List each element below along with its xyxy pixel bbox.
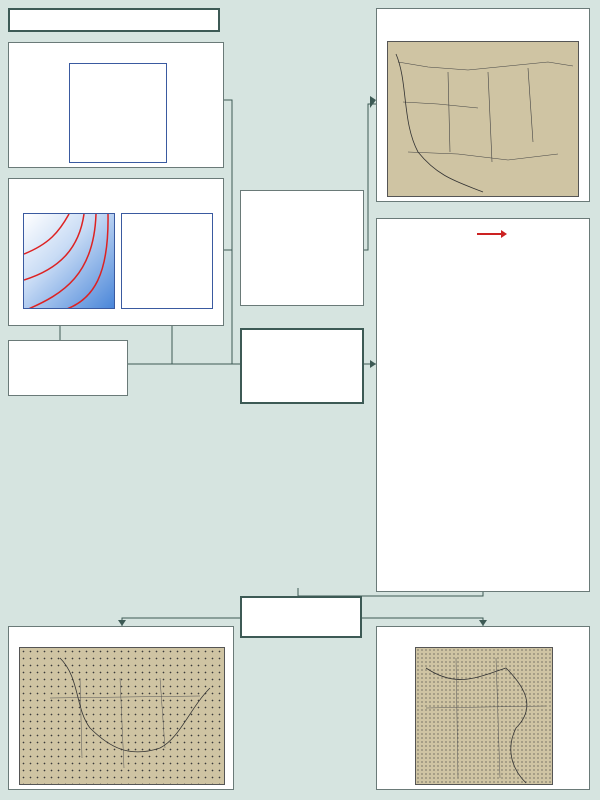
grid-point-panel	[8, 42, 224, 168]
limited-field-map	[415, 647, 553, 785]
levels-panel	[376, 218, 590, 592]
step3-title	[242, 598, 360, 601]
lower-res-panel	[8, 626, 234, 790]
point-text-box	[240, 190, 364, 306]
point-text	[241, 191, 363, 197]
point-data-stations	[388, 42, 580, 198]
point-data-panel	[376, 8, 590, 202]
spectral-transform-text	[9, 341, 127, 349]
step2-title	[242, 330, 362, 334]
lower-res-map	[19, 647, 225, 785]
step2-box	[240, 328, 364, 404]
limited-field-panel	[376, 626, 590, 790]
step1-label	[8, 8, 220, 32]
spectral-field	[23, 213, 115, 309]
spectral-grid	[121, 213, 213, 309]
lower-res-outline	[20, 648, 226, 786]
spectral-contours	[24, 214, 115, 309]
step3-box	[240, 596, 362, 638]
levels-arrow	[377, 219, 591, 249]
point-data-map	[387, 41, 579, 197]
grid-point-grid	[69, 63, 167, 163]
spectral-transform-box	[8, 340, 128, 396]
spectral-panel	[8, 178, 224, 326]
limited-field-outline	[416, 648, 554, 786]
